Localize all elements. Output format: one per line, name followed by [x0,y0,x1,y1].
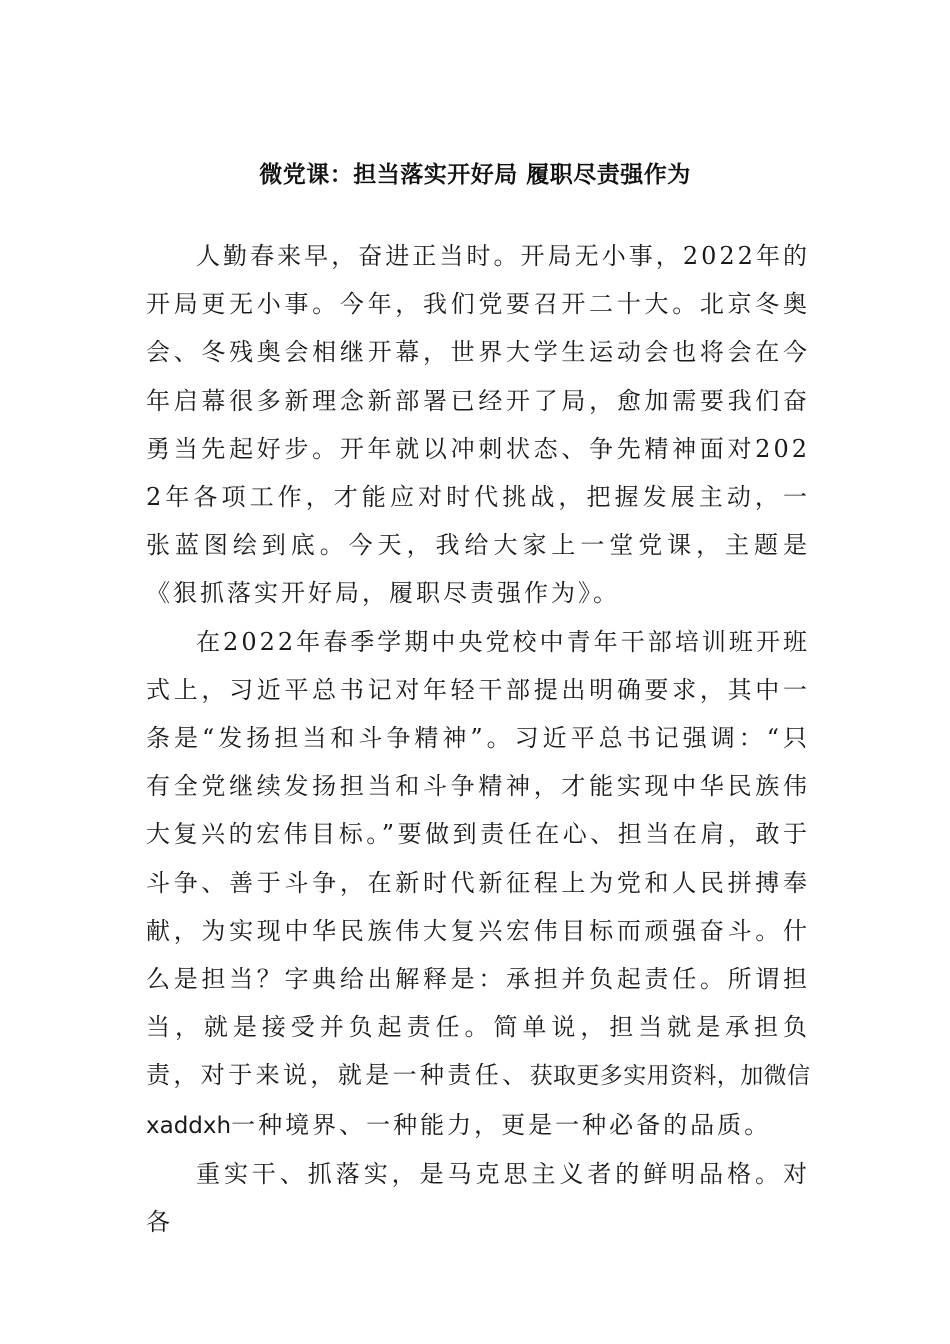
paragraph-2-end: 一种境界、一种能力，更是一种必备的品质。 [231,1110,772,1139]
paragraph-1: 人勤春来早，奋进正当时。开局无小事，2022年的开局更无小事。今年，我们党要召开二十大。北京冬奥会、冬残奥会相继开幕，世界大学生运动会也将会在今年启幕很多新理念新部署已经开了局，愈加需要我们奋勇当先起好步。开年就以冲刺状态、争先精神面对2022年各项工作，才能应对时代挑战，把握发展主动，一张蓝图绘到底。今天，我给大家上一堂党课，主题是《狠抓落实开好局，履职尽责强作为》。 [146,242,810,608]
paragraph-3: 重实干、抓落实，是马克思主义者的鲜明品格。对各 [146,1159,810,1237]
promo-insert: 获取更多实用资料，加微信 xaddxh [146,1063,811,1139]
paragraph-2 [146,618,810,1150]
paragraph-2-text: 在2022年春季学期中央党校中青年干部培训班开班式上，习近平总书记对年轻干部提出明确要求，其中一条是“发扬担当和斗争精神”。习近平总书记强调：“只有全党继续发扬担当和斗争精神，才能实现中华民族伟大复兴的宏伟目标。”要做到责任在心、担当在肩，敢于斗争、善于斗争，在新时代新征程上为党和人民拼搏奉献，为实现中华民族伟大复兴宏伟目标而顽强奋斗。什么是担当？字典给出解释是：承担并负起责任。所谓担当，就是接受并负起责任。简单说，担当就是承担负责，对于来说，就是一种责任、 [146,627,810,1090]
document-body [146,232,810,1246]
document-title: 微党课：担当落实开好局 履职尽责强作为 [259,161,691,188]
